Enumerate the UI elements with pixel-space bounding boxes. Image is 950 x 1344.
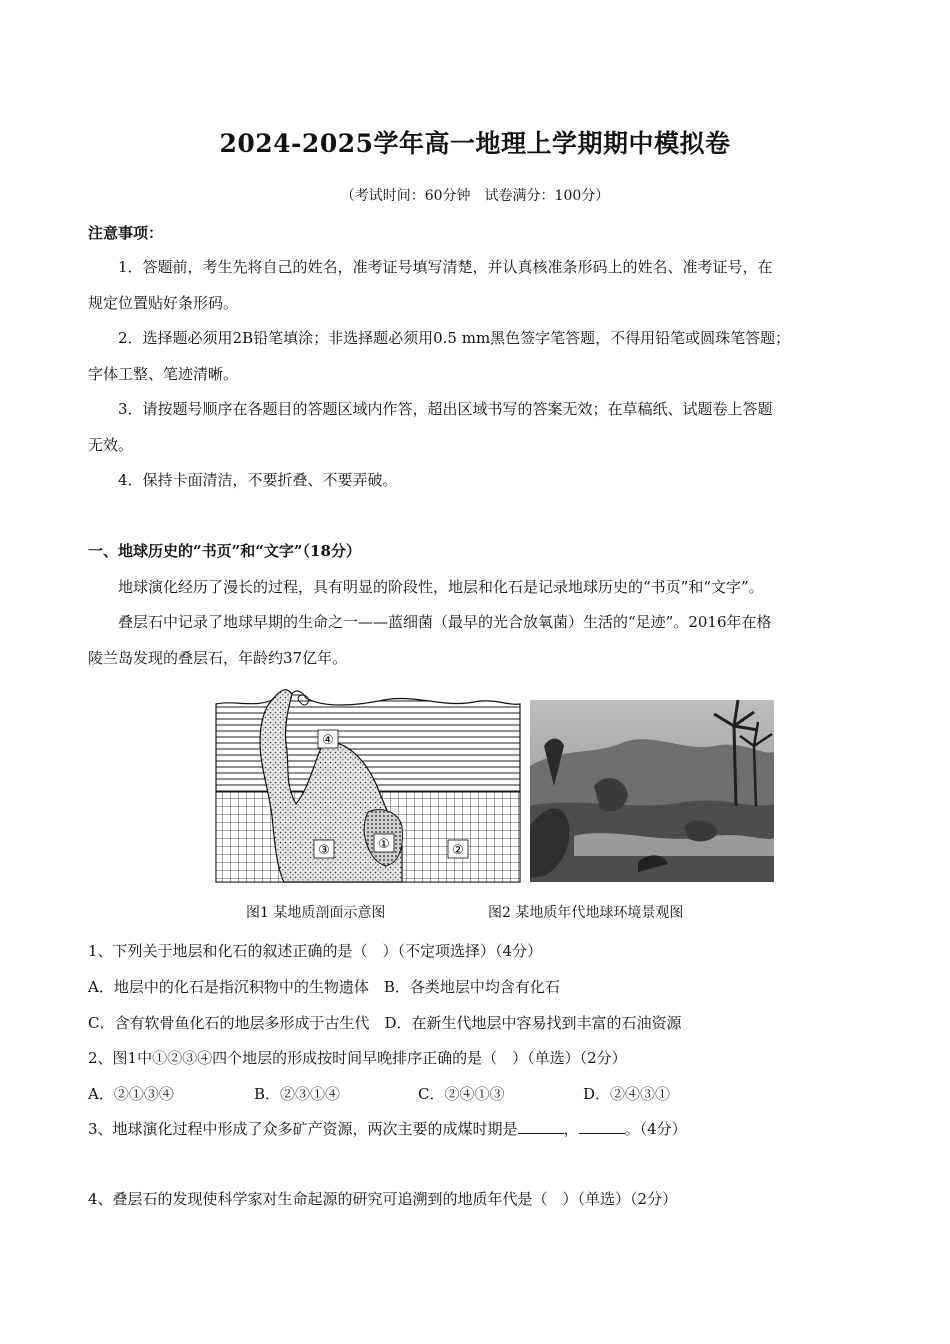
question-2-option-c: C．②④①③ [418, 1085, 505, 1103]
question-1-options-row: A．地层中的化石是指沉积物中的生物遗体 B．各类地层中均含有化石 [88, 978, 560, 996]
notice-line: 2．选择题必须用2B铅笔填涂；非选择题必须用0.5 mm黑色签字笔答题，不得用铅笔或圆珠笔答题； [118, 329, 791, 347]
layer-label-1: ① [378, 837, 390, 852]
question-1-options-row: C．含有软骨鱼化石的地层多形成于古生代 D．在新生代地层中容易找到丰富的石油资源 [88, 1014, 682, 1032]
section-heading: 一、地球历史的“书页”和“文字”（18分） [88, 542, 361, 560]
notice-line: 1．答题前，考生先将自己的姓名，准考证号填写清楚，并认真核准条形码上的姓名、准考证号，在 [118, 258, 773, 276]
figure-1 [216, 690, 520, 882]
question-2-option-b: B．②③①④ [254, 1085, 341, 1103]
question-3 [88, 1118, 687, 1139]
figure-2-caption: 图2 某地质年代地球环境景观图 [488, 905, 684, 921]
notice-line: 字体工整、笔迹清晰。 [88, 365, 239, 383]
question-4-stem: 4、叠层石的发现使科学家对生命起源的研究可追溯到的地质年代是（ ）（单选）（2分） [88, 1190, 678, 1208]
answer-blank-2[interactable] [579, 1119, 625, 1134]
figures [214, 686, 774, 886]
notice-line: 无效。 [88, 436, 134, 454]
intro-line: 叠层石中记录了地球早期的生命之一——蓝细菌（最早的光合放氧菌）生活的“足迹”。2016年在格 [118, 613, 772, 631]
question-3-stem: 3、地球演化过程中形成了众多矿产资源，两次主要的成煤时期是 [88, 1120, 518, 1138]
question-2-stem: 2、图1中①②③④四个地层的形成按时间早晚排序正确的是（ ）（单选）（2分） [88, 1049, 627, 1067]
intro-line: 地球演化经历了漫长的过程，具有明显的阶段性，地层和化石是记录地球历史的“书页”和“文字”。 [118, 578, 764, 596]
layer-label-4: ④ [322, 733, 334, 748]
question-3-points: 。（4分） [624, 1120, 687, 1138]
notice-heading: 注意事项： [88, 224, 164, 242]
answer-blank-1[interactable] [518, 1119, 564, 1134]
question-3-separator: ， [563, 1120, 579, 1138]
question-2-option-d: D．②④③① [583, 1085, 671, 1103]
exam-info: （考试时间：60分钟 试卷满分：100分） [340, 188, 610, 204]
figure-2-landscape-illustration [530, 700, 774, 882]
notice-line: 3．请按题号顺序在各题目的答题区域内作答，超出区域书写的答案无效；在草稿纸、试题卷上答题 [118, 400, 773, 418]
layer-label-2: ② [452, 843, 464, 858]
page-title: 2024-2025学年高一地理上学期期中模拟卷 [219, 129, 731, 158]
layer-label-3: ③ [318, 843, 330, 858]
figure-1-caption: 图1 某地质剖面示意图 [246, 905, 386, 921]
figure-1-geologic-section [214, 686, 774, 886]
notice-line: 4．保持卡面清洁，不要折叠、不要弄破。 [118, 471, 398, 489]
question-2-option-a: A．②①③④ [88, 1085, 174, 1103]
question-1-stem: 1、下列关于地层和化石的叙述正确的是（ ）（不定项选择）（4分） [88, 942, 543, 960]
notice-line: 规定位置贴好条形码。 [88, 294, 239, 312]
intro-line: 陵兰岛发现的叠层石，年龄约37亿年。 [88, 649, 348, 667]
